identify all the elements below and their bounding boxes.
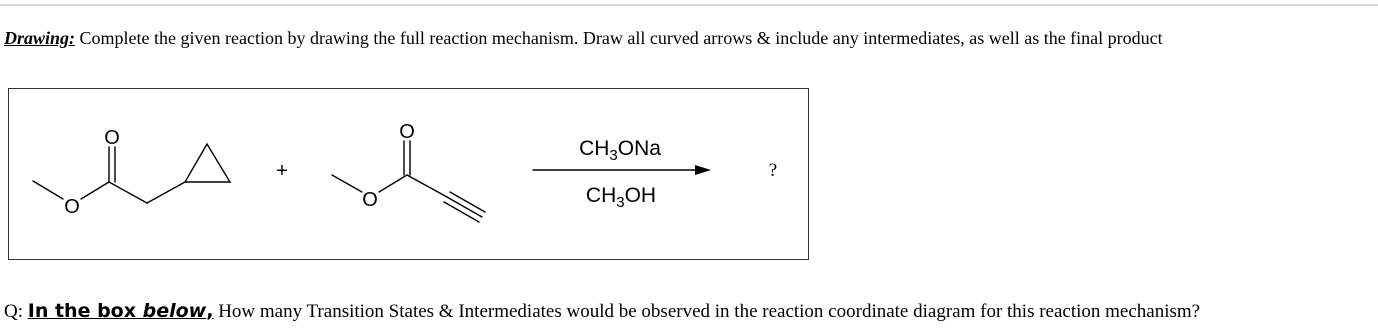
instruction-text: [4, 28, 1163, 49]
instruction-lead: Drawing:: [4, 28, 76, 48]
question-prefix: Q:: [4, 301, 28, 322]
reagent-above-arrow: $CH_3ONa$: [579, 137, 661, 164]
ester-o-bond-2: [379, 175, 407, 192]
ch2-bond-2: [407, 175, 447, 197]
methyl-bond-2: [332, 175, 362, 192]
instruction-body: Complete the given reaction by drawing the full reaction mechanism. Draw all curved arrows & include any intermediates, as well as the final product: [75, 28, 1163, 48]
carbonyl-oxygen-2: O: [399, 121, 415, 143]
carbonyl-oxygen-1: O: [104, 127, 120, 149]
reaction-arrow-head: [695, 165, 711, 175]
plus-sign: +: [276, 160, 288, 182]
ester-oxygen-2: O: [362, 189, 378, 211]
ester-o-bond-1: [81, 182, 109, 199]
methyl-bond-1: [33, 181, 63, 199]
reagent-below-arrow: $CH_3OH$: [585, 184, 657, 211]
top-divider: [0, 4, 1378, 6]
question-emphasis: In the box below,: [27, 300, 214, 322]
ring-link-bond: [147, 182, 185, 203]
question-text: [4, 300, 1200, 323]
ch2-bond-1: [109, 182, 147, 203]
reaction-scheme-box: [8, 88, 809, 260]
ester-oxygen-1: O: [64, 196, 80, 218]
cyclopropane-ring: [185, 144, 230, 182]
question-body: How many Transition States & Intermediates would be observed in the reaction coordinate diagram for this reaction mechanism?: [213, 301, 1201, 322]
reaction-scheme-drawing: [9, 89, 810, 261]
product-placeholder: ?: [768, 160, 778, 181]
